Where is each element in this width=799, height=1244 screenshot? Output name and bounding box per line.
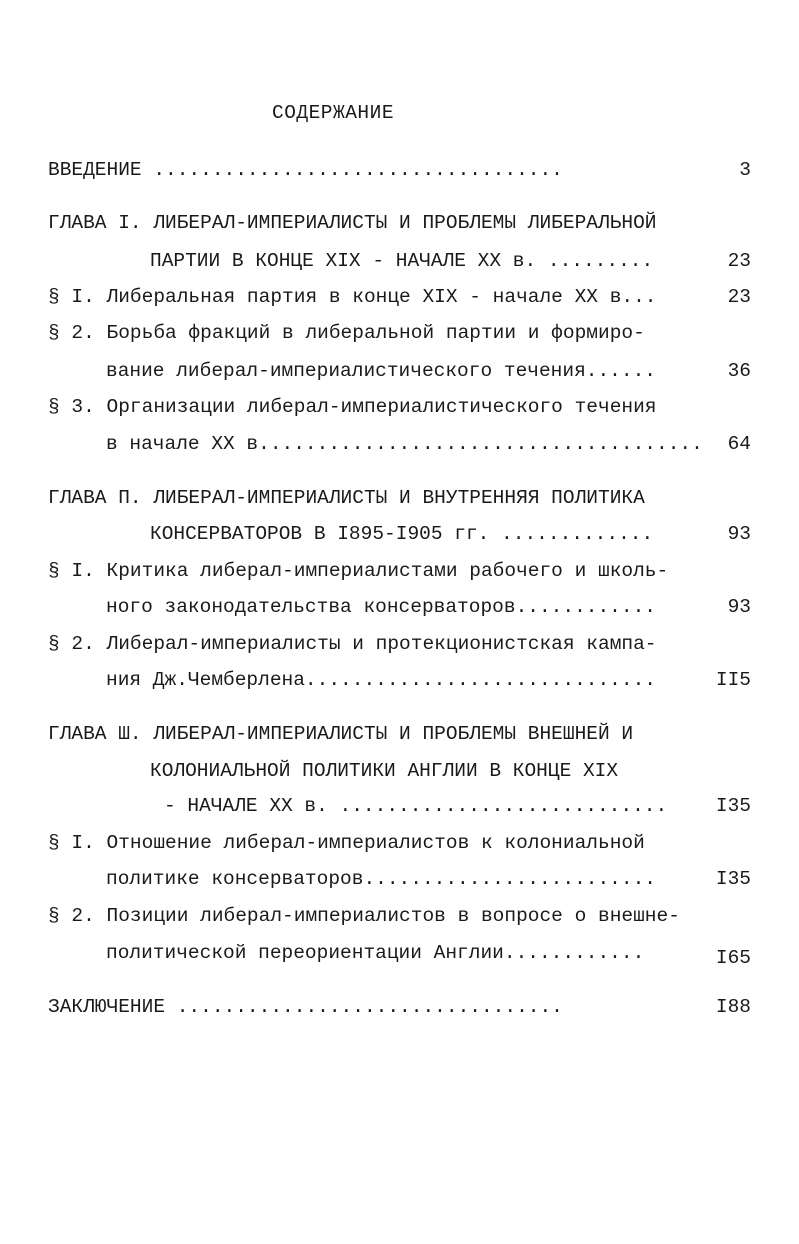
toc-section-2-2-line-2: ния Дж.Чемберлена.............................. [106, 669, 656, 691]
toc-section-2-2-page: II5 [715, 669, 751, 691]
toc-chapter-1-page: 23 [727, 250, 751, 272]
document-title: СОДЕРЖАНИЕ [272, 102, 395, 124]
toc-chapter-1-line-1: ГЛАВА I. ЛИБЕРАЛ-ИМПЕРИАЛИСТЫ И ПРОБЛЕМЫ ЛИБЕРАЛЬНОЙ [48, 212, 657, 234]
toc-entry-conclusion-page: I88 [715, 996, 751, 1018]
toc-section-1-3-page: 64 [727, 433, 751, 455]
toc-section-1-1-line-1: § I. Либеральная партия в конце XIX - начале XX в... [48, 286, 657, 308]
toc-chapter-3-line-1: ГЛАВА Ш. ЛИБЕРАЛ-ИМПЕРИАЛИСТЫ И ПРОБЛЕМЫ ВНЕШНЕЙ И [48, 723, 634, 745]
toc-section-1-3-line-2: в начале XX в...................................... [106, 433, 703, 455]
toc-chapter-2-page: 93 [727, 523, 751, 545]
toc-section-2-2-line-1: § 2. Либерал-империалисты и протекционистская кампа- [48, 633, 657, 655]
toc-chapter-3-page: I35 [715, 795, 751, 817]
toc-section-2-1-line-2: ного законодательства консерваторов............ [106, 596, 656, 618]
toc-section-3-1-page: I35 [715, 868, 751, 890]
toc-section-1-1-page: 23 [727, 286, 751, 308]
toc-section-3-1-line-2: политике консерваторов......................... [106, 868, 656, 890]
toc-chapter-2-line-2: КОНСЕРВАТОРОВ В I895-I905 гг. ............. [150, 523, 654, 545]
toc-entry-intro-line: ВВЕДЕНИЕ ................................... [48, 159, 563, 181]
toc-entry-intro-page: 3 [739, 159, 751, 181]
toc-section-1-3-line-1: § 3. Организации либерал-империалистического течения [48, 396, 657, 418]
toc-chapter-1-line-2: ПАРТИИ В КОНЦЕ XIX - НАЧАЛЕ XX в. ......... [150, 250, 654, 272]
toc-section-1-2-line-1: § 2. Борьба фракций в либеральной партии и формиро- [48, 322, 645, 344]
toc-section-3-2-line-1: § 2. Позиции либерал-империалистов в вопросе о внешне- [48, 905, 680, 927]
toc-chapter-2-line-1: ГЛАВА П. ЛИБЕРАЛ-ИМПЕРИАЛИСТЫ И ВНУТРЕННЯЯ ПОЛИТИКА [48, 487, 645, 509]
toc-section-3-2-page: I65 [715, 947, 751, 969]
toc-section-1-2-line-2: вание либерал-империалистического течения...... [106, 360, 656, 382]
toc-chapter-3-line-3: - НАЧАЛЕ XX в. ............................ [164, 795, 668, 817]
toc-section-3-2-line-2: политической переориентации Англии............ [106, 942, 645, 964]
toc-section-1-2-page: 36 [727, 360, 751, 382]
toc-section-2-1-line-1: § I. Критика либерал-империалистами рабочего и школь- [48, 560, 669, 582]
toc-section-2-1-page: 93 [727, 596, 751, 618]
toc-section-3-1-line-1: § I. Отношение либерал-империалистов к колониальной [48, 832, 645, 854]
toc-entry-conclusion-line: ЗАКЛЮЧЕНИЕ ................................. [48, 996, 563, 1018]
toc-chapter-3-line-2: КОЛОНИАЛЬНОЙ ПОЛИТИКИ АНГЛИИ В КОНЦЕ XIX [150, 760, 619, 782]
